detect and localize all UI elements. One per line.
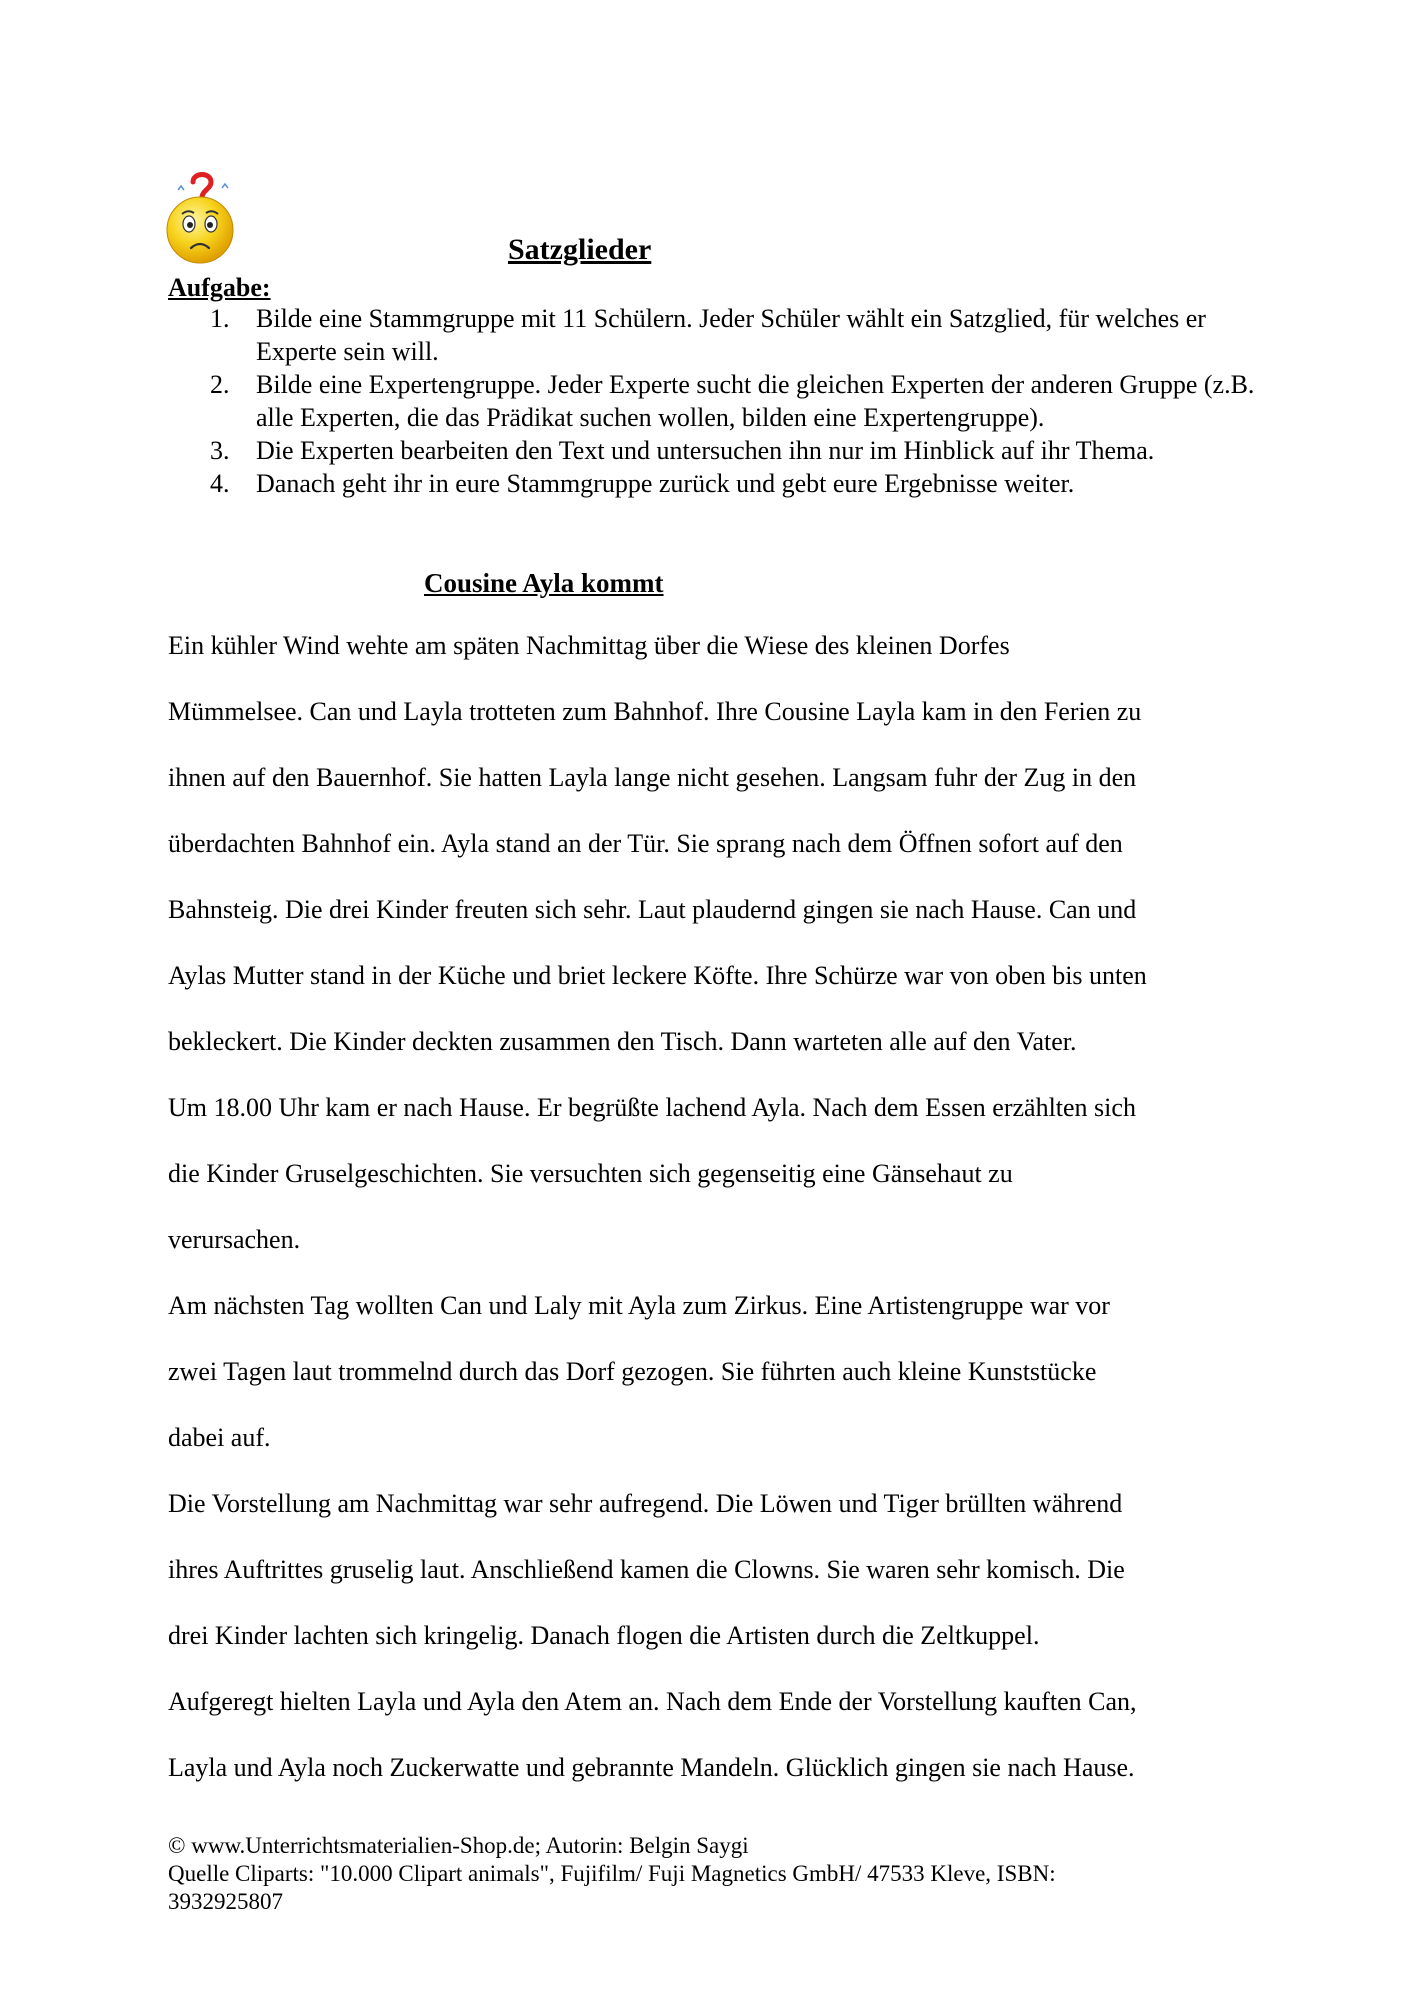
story-line: Mümmelsee. Can und Layla trotteten zum Bahnhof. Ihre Cousine Layla kam in den Ferien zu xyxy=(168,697,1142,726)
task-number: 3. xyxy=(210,436,230,465)
task-text: Bilde eine Expertengruppe. Jeder Experte sucht die gleichen Experten der anderen Gruppe (z.B. alle Experten, die das Prädikat suchen wollen, bilden eine Expertengruppe). xyxy=(256,370,1255,432)
story-line: Ein kühler Wind wehte am späten Nachmittag über die Wiese des kleinen Dorfes xyxy=(168,631,1010,660)
task-number: 1. xyxy=(210,304,230,333)
story-line: Aufgeregt hielten Layla und Ayla den Atem an. Nach dem Ende der Vorstellung kauften Can, xyxy=(168,1687,1137,1716)
page-title: Satzglieder xyxy=(508,233,652,266)
isbn-line: 3932925807 xyxy=(168,1889,283,1914)
story-line: Layla und Ayla noch Zuckerwatte und gebrannte Mandeln. Glücklich gingen sie nach Hause. xyxy=(168,1753,1135,1782)
task-item xyxy=(168,467,1268,500)
story-line: die Kinder Gruselgeschichten. Sie versuchten sich gegenseitig eine Gänsehaut zu xyxy=(168,1159,1013,1188)
task-list xyxy=(168,302,1268,500)
copyright-footer xyxy=(168,1832,1268,1916)
story-line: ihres Auftrittes gruselig laut. Anschließend kamen die Clowns. Sie waren sehr komisch. Die xyxy=(168,1555,1125,1584)
story-line: bekleckert. Die Kinder deckten zusammen den Tisch. Dann warteten alle auf den Vater. xyxy=(168,1027,1077,1056)
task-item xyxy=(168,368,1268,434)
copyright-line: © www.Unterrichtsmaterialien-Shop.de; Autorin: Belgin Saygi xyxy=(168,1833,749,1858)
story-line: verursachen. xyxy=(168,1225,301,1254)
story-line: Die Vorstellung am Nachmittag war sehr aufregend. Die Löwen und Tiger brüllten während xyxy=(168,1489,1123,1518)
story-line: zwei Tagen laut trommelnd durch das Dorf gezogen. Sie führten auch kleine Kunststücke xyxy=(168,1357,1097,1386)
story-line: Um 18.00 Uhr kam er nach Hause. Er begrüßte lachend Ayla. Nach dem Essen erzählten sich xyxy=(168,1093,1136,1122)
task-text: Bilde eine Stammgruppe mit 11 Schülern. Jeder Schüler wählt ein Satzglied, für welches er Experte sein will. xyxy=(256,304,1206,366)
story-line: drei Kinder lachten sich kringelig. Danach flogen die Artisten durch die Zeltkuppel. xyxy=(168,1621,1040,1650)
story-text xyxy=(168,629,1268,1817)
source-line: Quelle Cliparts: "10.000 Clipart animals", Fujifilm/ Fuji Magnetics GmbH/ 47533 Kleve, ISBN: xyxy=(168,1861,1056,1886)
task-number: 2. xyxy=(210,370,230,399)
task-label: Aufgabe: xyxy=(168,273,271,302)
story-line: Bahnsteig. Die drei Kinder freuten sich sehr. Laut plaudernd gingen sie nach Hause. Can und xyxy=(168,895,1137,924)
task-text: Danach geht ihr in eure Stammgruppe zurück und gebt eure Ergebnisse weiter. xyxy=(256,469,1075,498)
story-line: dabei auf. xyxy=(168,1423,271,1452)
task-item xyxy=(168,434,1268,467)
confused-smiley-icon xyxy=(164,168,236,264)
story-line: Am nächsten Tag wollten Can und Laly mit Ayla zum Zirkus. Eine Artistengruppe war vor xyxy=(168,1291,1110,1320)
story-line: ihnen auf den Bauernhof. Sie hatten Layla lange nicht gesehen. Langsam fuhr der Zug in den xyxy=(168,763,1137,792)
story-title: Cousine Ayla kommt xyxy=(424,568,664,598)
story-line: Aylas Mutter stand in der Küche und briet leckere Köfte. Ihre Schürze war von oben bis unten xyxy=(168,961,1147,990)
story-line: überdachten Bahnhof ein. Ayla stand an der Tür. Sie sprang nach dem Öffnen sofort auf den xyxy=(168,829,1123,858)
task-number: 4. xyxy=(210,469,230,498)
task-text: Die Experten bearbeiten den Text und untersuchen ihn nur im Hinblick auf ihr Thema. xyxy=(256,436,1155,465)
task-item xyxy=(168,302,1268,368)
